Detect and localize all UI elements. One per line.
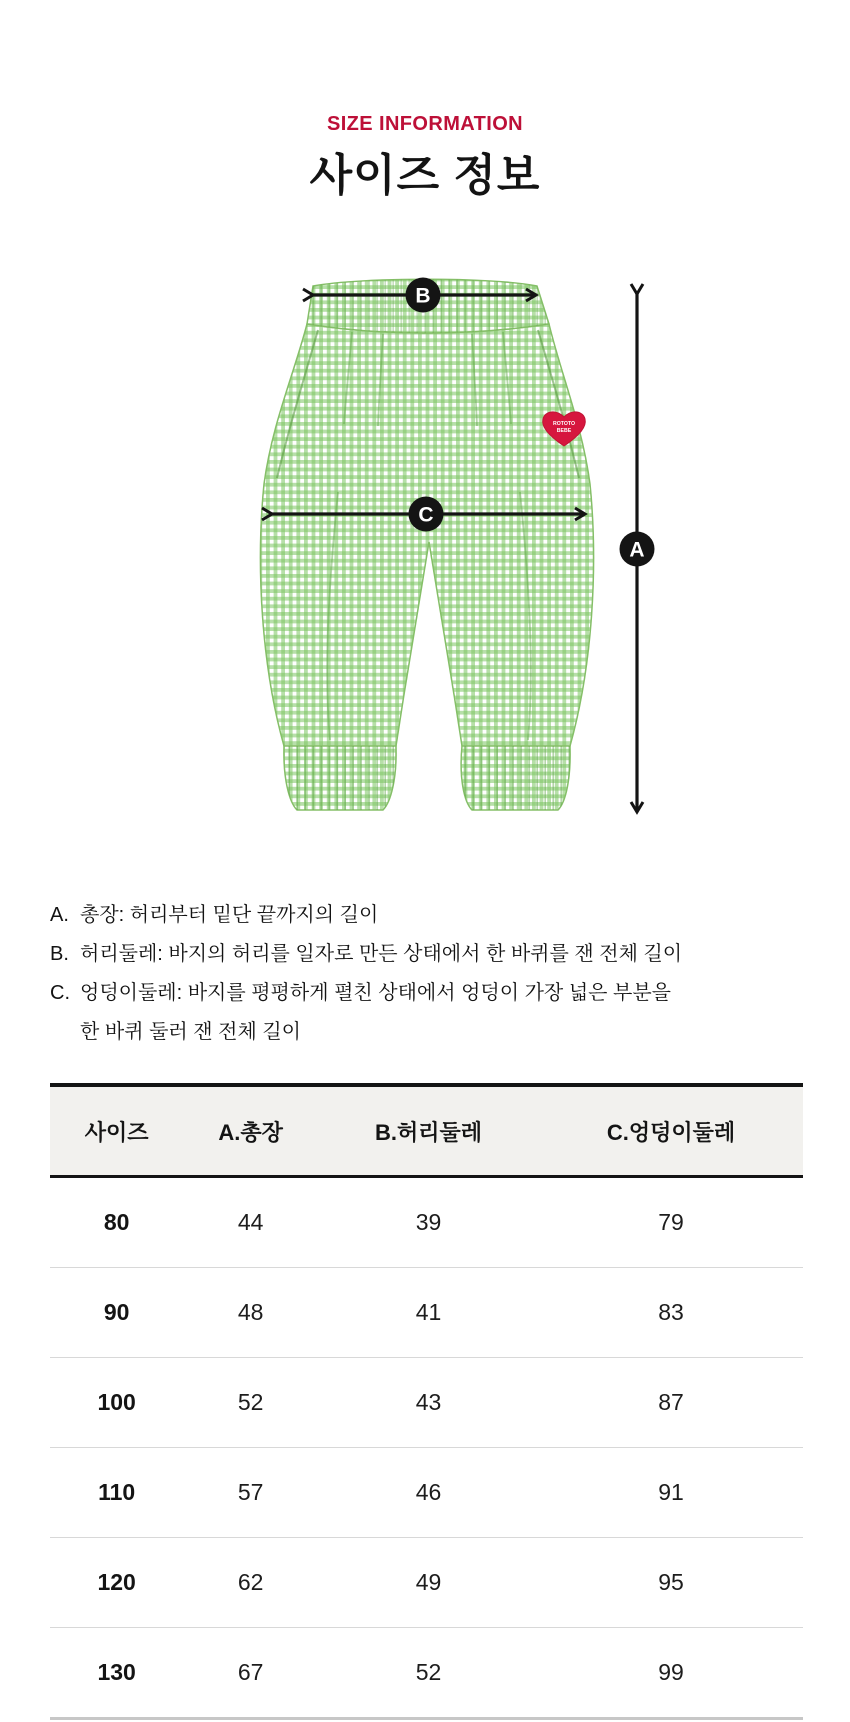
pants-measurement-diagram xyxy=(0,232,850,832)
note-c-text-line2: 한 바퀴 둘러 잰 전체 길이 xyxy=(80,1021,301,1043)
note-b-text: 허리둘레: 바지의 허리를 일자로 만든 상태에서 한 바퀴를 잰 전체 길이 xyxy=(80,943,683,965)
cell-hip: 87 xyxy=(539,1358,803,1448)
cell-hip: 91 xyxy=(539,1448,803,1538)
note-b-prefix: B. xyxy=(50,943,69,965)
cell-total-length: 52 xyxy=(183,1358,318,1448)
table-row xyxy=(50,1538,803,1628)
note-c-prefix: C. xyxy=(50,982,70,1004)
cell-size: 120 xyxy=(50,1538,183,1628)
cell-hip: 99 xyxy=(539,1628,803,1719)
label-b: B xyxy=(415,284,431,308)
table-row xyxy=(50,1177,803,1268)
cell-total-length: 48 xyxy=(183,1268,318,1358)
label-c: C xyxy=(418,503,434,527)
cell-size: 100 xyxy=(50,1358,183,1448)
note-a-text: 총장: 허리부터 밑단 끝까지의 길이 xyxy=(80,904,379,926)
measurement-notes xyxy=(50,896,800,1052)
col-header-size: 사이즈 xyxy=(84,1119,149,1145)
table-row xyxy=(50,1628,803,1719)
cell-total-length: 57 xyxy=(183,1448,318,1538)
cell-waist: 52 xyxy=(318,1628,539,1719)
col-header-waist: B.허리둘레 xyxy=(375,1119,483,1145)
cell-hip: 79 xyxy=(658,1209,684,1235)
table-row xyxy=(50,1268,803,1358)
note-c-text-line1: 엉덩이둘레: 바지를 평평하게 펼친 상태에서 엉덩이 가장 넓은 부분을 xyxy=(80,982,671,1004)
cell-hip: 83 xyxy=(539,1268,803,1358)
cell-total-length: 44 xyxy=(237,1209,264,1235)
cell-size: 90 xyxy=(50,1268,183,1358)
page-title: 사이즈 정보 xyxy=(309,151,541,200)
table-row xyxy=(50,1448,803,1538)
heart-patch-text-line1: ROTOTO xyxy=(552,421,576,427)
col-header-total-length: A.총장 xyxy=(218,1119,283,1145)
cell-waist: 41 xyxy=(318,1268,539,1358)
cell-size: 110 xyxy=(50,1448,183,1538)
note-b xyxy=(50,935,800,974)
label-a: A xyxy=(629,538,645,562)
size-table xyxy=(50,1083,803,1720)
cell-waist: 46 xyxy=(318,1448,539,1538)
table-row xyxy=(50,1358,803,1448)
cell-waist: 39 xyxy=(415,1209,442,1235)
note-a xyxy=(50,896,800,935)
cell-total-length: 62 xyxy=(183,1538,318,1628)
note-a-prefix: A. xyxy=(50,904,69,926)
right-cuff-ribs xyxy=(461,746,570,810)
cell-waist: 43 xyxy=(318,1358,539,1448)
pants-body xyxy=(260,324,593,746)
heart-patch-text-line2: BEBE xyxy=(556,428,572,434)
cell-hip: 95 xyxy=(539,1538,803,1628)
size-table-header-row xyxy=(50,1085,803,1177)
size-information-eyebrow: SIZE INFORMATION xyxy=(326,113,524,135)
col-header-hip: C.엉덩이둘레 xyxy=(606,1119,736,1145)
cell-waist: 49 xyxy=(318,1538,539,1628)
cell-total-length: 67 xyxy=(183,1628,318,1719)
note-c xyxy=(50,974,800,1052)
cell-size: 80 xyxy=(103,1209,130,1235)
cell-size: 130 xyxy=(50,1628,183,1719)
left-cuff-ribs xyxy=(284,746,396,810)
